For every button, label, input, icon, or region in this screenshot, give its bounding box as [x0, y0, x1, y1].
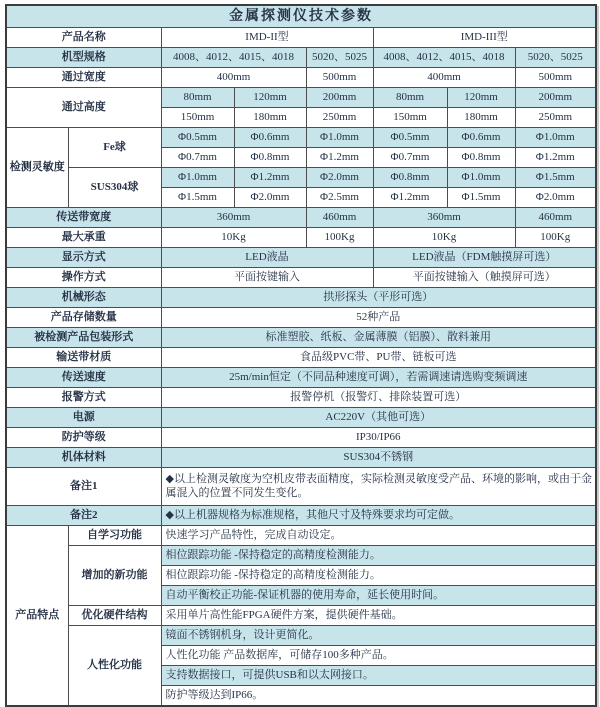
table-row-sensitivity-fe-1: [6, 128, 596, 148]
product-name-value-2: IMD-III型: [373, 28, 596, 48]
package-label: 被检测产品包装形式: [6, 328, 161, 348]
table-row-belt-material: [6, 348, 596, 368]
pass-width-label: 通过宽度: [6, 68, 161, 88]
humanized-label: 人性化功能: [68, 626, 161, 707]
pass-height-cell: 120mm: [234, 88, 306, 108]
table-row-body-material: [6, 448, 596, 468]
sus-cell: Φ2.0mm: [234, 188, 306, 208]
new-functions-value-3: 自动平衡校正功能-保证机器的使用寿命，延长使用时间。: [161, 586, 596, 606]
max-load-value-1: 10Kg: [161, 228, 306, 248]
pass-height-cell: 180mm: [234, 108, 306, 128]
mech-form-label: 机械形态: [6, 288, 161, 308]
table-row-pass-width: [6, 68, 596, 88]
model-spec-value-1: 4008、4012、4015、4018: [161, 48, 306, 68]
max-load-label: 最大承重: [6, 228, 161, 248]
alarm-label: 报警方式: [6, 388, 161, 408]
power-label: 电源: [6, 408, 161, 428]
alarm-value: 报警停机（报警灯、排除装置可选）: [161, 388, 596, 408]
body-material-value: SUS304不锈钢: [161, 448, 596, 468]
pass-height-cell: 250mm: [306, 108, 373, 128]
sus-ball-label: SUS304球: [68, 168, 161, 208]
operation-value-1: 平面按键输入: [161, 268, 373, 288]
humanized-value-4: 防护等级达到IP66。: [161, 686, 596, 707]
package-value: 标准塑胶、纸板、金属薄膜（铝膜）、散料兼用: [161, 328, 596, 348]
display-value-1: LED液晶: [161, 248, 373, 268]
max-load-value-4: 100Kg: [515, 228, 596, 248]
table-row-display: [6, 248, 596, 268]
new-functions-label: 增加的新功能: [68, 546, 161, 606]
table-row-product-name: [6, 28, 596, 48]
note1-value: ◆以上检测灵敏度为空机皮带表面精度，实际检测灵敏度受产品、环境的影响，或由于金属混入的位置不同发生变化。: [161, 468, 596, 506]
product-name-label: 产品名称: [6, 28, 161, 48]
belt-width-value-1: 360mm: [161, 208, 306, 228]
display-value-2: LED液晶（FDM触摸屏可选）: [373, 248, 596, 268]
pass-height-cell: 200mm: [515, 88, 596, 108]
table-row-max-load: [6, 228, 596, 248]
sus-cell: Φ1.2mm: [373, 188, 447, 208]
self-learning-value: 快速学习产品特性，完成自动设定。: [161, 526, 596, 546]
table-row-feature-new-1: [6, 546, 596, 566]
fe-cell: Φ0.8mm: [447, 148, 515, 168]
sus-cell: Φ1.2mm: [234, 168, 306, 188]
pass-height-cell: 80mm: [161, 88, 234, 108]
note2-value: ◆以上机器规格为标准规格，其他尺寸及特殊要求均可定做。: [161, 506, 596, 526]
protection-label: 防护等级: [6, 428, 161, 448]
model-spec-value-4: 5020、5025: [515, 48, 596, 68]
page-title: 金属探测仪技术参数: [6, 5, 596, 28]
belt-material-value: 食品级PVC带、PU带、链板可选: [161, 348, 596, 368]
fe-cell: Φ1.0mm: [306, 128, 373, 148]
table-row-pass-height-1: [6, 88, 596, 108]
sus-cell: Φ0.8mm: [373, 168, 447, 188]
speed-value: 25m/min恒定（不同品种速度可调），若需调速请选购变频调速: [161, 368, 596, 388]
features-label: 产品特点: [6, 526, 68, 707]
new-functions-value-1: 相位跟踪功能 -保持稳定的高精度检测能力。: [161, 546, 596, 566]
spec-table: [5, 4, 597, 707]
protection-value: IP30/IP66: [161, 428, 596, 448]
fe-cell: Φ0.6mm: [234, 128, 306, 148]
table-row-note2: [6, 506, 596, 526]
fe-cell: Φ0.6mm: [447, 128, 515, 148]
table-row-operation: [6, 268, 596, 288]
table-row-sensitivity-sus-1: [6, 168, 596, 188]
speed-label: 传送速度: [6, 368, 161, 388]
table-row-speed: [6, 368, 596, 388]
fe-cell: Φ0.5mm: [373, 128, 447, 148]
new-functions-value-2: 相位跟踪功能 -保持稳定的高精度检测能力。: [161, 566, 596, 586]
storage-label: 产品存储数量: [6, 308, 161, 328]
pass-height-cell: 150mm: [373, 108, 447, 128]
pass-height-cell: 150mm: [161, 108, 234, 128]
table-row-note1: [6, 468, 596, 506]
pass-width-value-2: 500mm: [306, 68, 373, 88]
fe-cell: Φ0.8mm: [234, 148, 306, 168]
table-row-mech-form: [6, 288, 596, 308]
pass-height-label: 通过高度: [6, 88, 161, 128]
mech-form-value: 拱形探头（平形可选）: [161, 288, 596, 308]
table-row-alarm: [6, 388, 596, 408]
storage-value: 52种产品: [161, 308, 596, 328]
belt-width-value-4: 460mm: [515, 208, 596, 228]
pass-height-cell: 180mm: [447, 108, 515, 128]
pass-height-cell: 120mm: [447, 88, 515, 108]
belt-width-value-3: 360mm: [373, 208, 515, 228]
belt-material-label: 输送带材质: [6, 348, 161, 368]
belt-width-label: 传送带宽度: [6, 208, 161, 228]
note2-label: 备注2: [6, 506, 161, 526]
table-row-belt-width: [6, 208, 596, 228]
humanized-value-3: 支持数据接口，可提供USB和以太网接口。: [161, 666, 596, 686]
product-name-value-1: IMD-II型: [161, 28, 373, 48]
table-row-feature-human-1: [6, 626, 596, 646]
self-learning-label: 自学习功能: [68, 526, 161, 546]
fe-cell: Φ1.2mm: [306, 148, 373, 168]
fe-cell: Φ1.0mm: [515, 128, 596, 148]
humanized-value-2: 人性化功能 产品数据库，可储存100多种产品。: [161, 646, 596, 666]
sus-cell: Φ1.5mm: [161, 188, 234, 208]
pass-width-value-3: 400mm: [373, 68, 515, 88]
table-row-protection: [6, 428, 596, 448]
sus-cell: Φ2.5mm: [306, 188, 373, 208]
model-spec-value-2: 5020、5025: [306, 48, 373, 68]
pass-width-value-4: 500mm: [515, 68, 596, 88]
table-row-model-spec: [6, 48, 596, 68]
operation-value-2: 平面按键输入（触摸屏可选）: [373, 268, 596, 288]
fe-cell: Φ0.7mm: [161, 148, 234, 168]
belt-width-value-2: 460mm: [306, 208, 373, 228]
fe-cell: Φ0.5mm: [161, 128, 234, 148]
model-spec-label: 机型规格: [6, 48, 161, 68]
table-row-feature-self-learning: [6, 526, 596, 546]
humanized-value-1: 镜面不锈钢机身，设计更简化。: [161, 626, 596, 646]
table-row-power: [6, 408, 596, 428]
pass-height-cell: 200mm: [306, 88, 373, 108]
power-value: AC220V（其他可选）: [161, 408, 596, 428]
hardware-label: 优化硬件结构: [68, 606, 161, 626]
note1-label: 备注1: [6, 468, 161, 506]
sus-cell: Φ1.5mm: [515, 168, 596, 188]
sus-cell: Φ1.0mm: [447, 168, 515, 188]
sensitivity-label: 检测灵敏度: [6, 128, 68, 208]
max-load-value-3: 10Kg: [373, 228, 515, 248]
pass-height-cell: 250mm: [515, 108, 596, 128]
pass-height-cell: 80mm: [373, 88, 447, 108]
fe-ball-label: Fe球: [68, 128, 161, 168]
fe-cell: Φ0.7mm: [373, 148, 447, 168]
model-spec-value-3: 4008、4012、4015、4018: [373, 48, 515, 68]
operation-label: 操作方式: [6, 268, 161, 288]
table-row-storage: [6, 308, 596, 328]
body-material-label: 机体材料: [6, 448, 161, 468]
fe-cell: Φ1.2mm: [515, 148, 596, 168]
pass-width-value-1: 400mm: [161, 68, 306, 88]
sus-cell: Φ2.0mm: [306, 168, 373, 188]
sus-cell: Φ1.0mm: [161, 168, 234, 188]
table-row-package: [6, 328, 596, 348]
table-row-feature-hardware: [6, 606, 596, 626]
table-row-title: [6, 5, 596, 28]
hardware-value: 采用单片高性能FPGA硬件方案，提供硬件基础。: [161, 606, 596, 626]
display-label: 显示方式: [6, 248, 161, 268]
sus-cell: Φ1.5mm: [447, 188, 515, 208]
sus-cell: Φ2.0mm: [515, 188, 596, 208]
max-load-value-2: 100Kg: [306, 228, 373, 248]
